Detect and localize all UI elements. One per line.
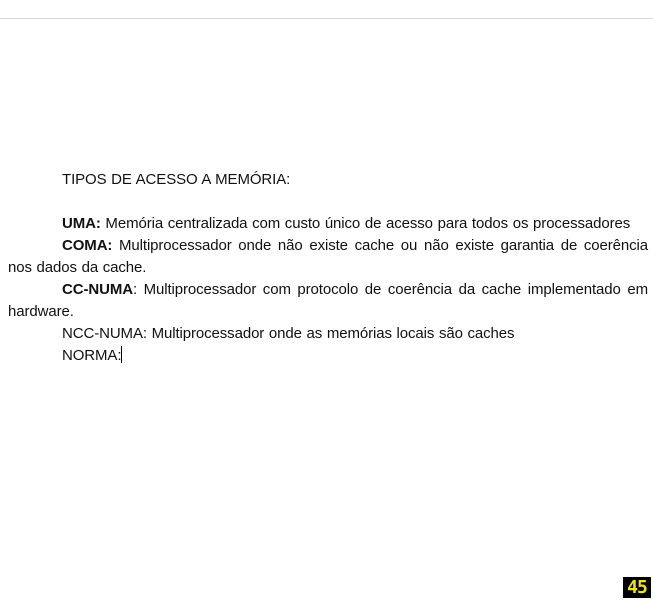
ruler-divider [0, 18, 653, 19]
text-cursor [121, 346, 122, 363]
heading-paragraph[interactable] [8, 169, 648, 191]
term-uma: UMA: [62, 215, 101, 232]
page-number-badge: 45 [623, 577, 651, 598]
definition-coma: Multiprocessador onde não existe cache ou não existe garantia de coerência nos dados da cache. [8, 237, 648, 276]
paragraph-ncc-numa[interactable] [8, 323, 648, 345]
paragraph-uma[interactable] [8, 213, 648, 235]
empty-line[interactable] [8, 191, 648, 213]
document-body[interactable] [8, 169, 648, 367]
paragraph-cc-numa[interactable] [8, 279, 648, 323]
term-cc-numa: CC-NUMA [62, 281, 133, 298]
definition-ncc-numa: NCC-NUMA: Multiprocessador onde as memórias locais são caches [62, 325, 515, 342]
paragraph-norma[interactable] [8, 345, 648, 367]
paragraph-coma[interactable] [8, 235, 648, 279]
definition-uma: Memória centralizada com custo único de acesso para todos os processadores [100, 215, 631, 232]
term-coma: COMA: [62, 237, 113, 254]
definition-cc-numa: : Multiprocessador com protocolo de coerência da cache implementado em hardware. [8, 281, 648, 320]
heading-text: TIPOS DE ACESSO A MEMÓRIA: [62, 171, 291, 188]
definition-norma: NORMA: [62, 347, 122, 364]
